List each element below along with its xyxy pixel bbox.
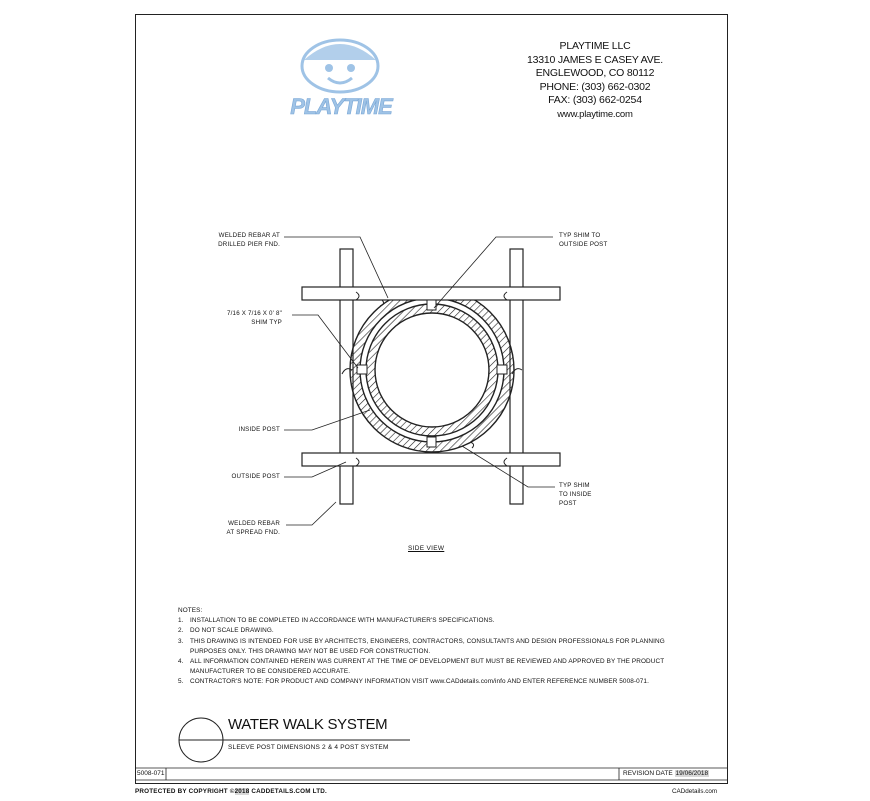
callout-line: AT SPREAD FND. — [226, 529, 280, 536]
copyright-prefix: PROTECTED BY COPYRIGHT © — [135, 788, 235, 795]
note-text: ALL INFORMATION CONTAINED HEREIN WAS CURRENT AT THE TIME OF DEVELOPMENT BUT MUST BE REVIEWED AND APPROVED BY THE PRODUCT MANUFACTURER TO BE CONSIDERED ACCURATE. — [190, 658, 665, 676]
note-item — [178, 657, 698, 677]
note-text: DO NOT SCALE DRAWING. — [190, 627, 274, 635]
company-phone: PHONE: (303) 662-0302 — [539, 80, 651, 93]
company-name: PLAYTIME LLC — [559, 40, 631, 52]
note-text: INSTALLATION TO BE COMPLETED IN ACCORDANCE WITH MANUFACTURER'S SPECIFICATIONS. — [190, 617, 495, 625]
playtime-logo — [290, 40, 394, 119]
note-item — [178, 616, 698, 626]
note-item — [178, 626, 698, 636]
company-address-line1: 13310 JAMES E CASEY AVE. — [526, 53, 664, 66]
footer-site: CADdetails.com — [672, 788, 718, 795]
callout-line: WELDED REBAR AT — [218, 232, 280, 239]
callout-line: 7/16 X 7/16 X 0' 8" — [227, 310, 282, 317]
note-text: THIS DRAWING IS INTENDED FOR USE BY ARCHITECTS, ENGINEERS, CONTRACTORS, CONSULTANTS AND DESIGN PROFESSIONALS FOR PLANNING PURPOSES ONLY. THIS DRAWING MAY NOT BE USED FOR CONSTRUCTION. — [190, 637, 665, 655]
view-label: SIDE VIEW — [408, 545, 445, 552]
note-text: CONTRACTOR'S NOTE: FOR PRODUCT AND COMPANY INFORMATION VISIT www.CADdetails.com/info AND ENTER REFERENCE NUMBER 5008-071. — [190, 678, 649, 686]
inside-post — [366, 304, 498, 436]
drawing-subtitle: SLEEVE POST DIMENSIONS 2 & 4 POST SYSTEM — [228, 744, 389, 751]
revision-label: REVISION DATE — [623, 770, 673, 777]
callout-shim-typ — [190, 309, 282, 327]
logo-wordmark: PLAYTIME — [290, 94, 392, 119]
callout-outside-post: OUTSIDE POST — [231, 473, 280, 480]
callout-line: WELDED REBAR — [228, 520, 280, 527]
note-number: 2. — [178, 627, 184, 635]
callout-typ-shim-inside — [559, 481, 592, 508]
revision-info — [623, 770, 709, 777]
company-website: www.playtime.com — [557, 108, 633, 120]
company-fax: FAX: (303) 662-0254 — [548, 94, 642, 106]
company-address-line2: ENGLEWOOD, CO 80112 — [535, 67, 655, 79]
note-number: 1. — [178, 617, 184, 625]
callout-line: TYP SHIM TO — [559, 232, 601, 239]
note-number: 4. — [178, 658, 184, 666]
note-item — [178, 677, 698, 687]
copyright-year: 2018 — [234, 788, 250, 795]
note-number: 5. — [178, 678, 184, 686]
copyright-suffix: CADDETAILS.COM LTD. — [249, 788, 327, 795]
callout-line: TO INSIDE — [559, 491, 592, 498]
reference-number: 5008-071 — [137, 770, 165, 777]
notes-heading: NOTES: — [178, 607, 203, 614]
callout-line: TYP SHIM — [559, 482, 590, 489]
drawing-title: WATER WALK SYSTEM — [228, 716, 388, 733]
copyright-notice — [135, 788, 327, 795]
callout-inside-post: INSIDE POST — [238, 426, 280, 433]
callout-welded-rebar-spread — [196, 519, 280, 537]
company-info — [505, 40, 685, 121]
note-number: 3. — [178, 637, 184, 645]
revision-date: 19/06/2018 — [675, 770, 709, 777]
callout-line: SHIM TYP — [251, 319, 282, 326]
callout-line: OUTSIDE POST — [559, 241, 608, 248]
callout-line: POST — [559, 500, 577, 507]
callout-line: DRILLED PIER FND. — [218, 241, 280, 248]
callout-typ-shim-outside — [559, 231, 607, 249]
notes-block — [178, 606, 698, 688]
note-item — [178, 637, 698, 657]
callout-welded-rebar-pier — [196, 231, 280, 249]
